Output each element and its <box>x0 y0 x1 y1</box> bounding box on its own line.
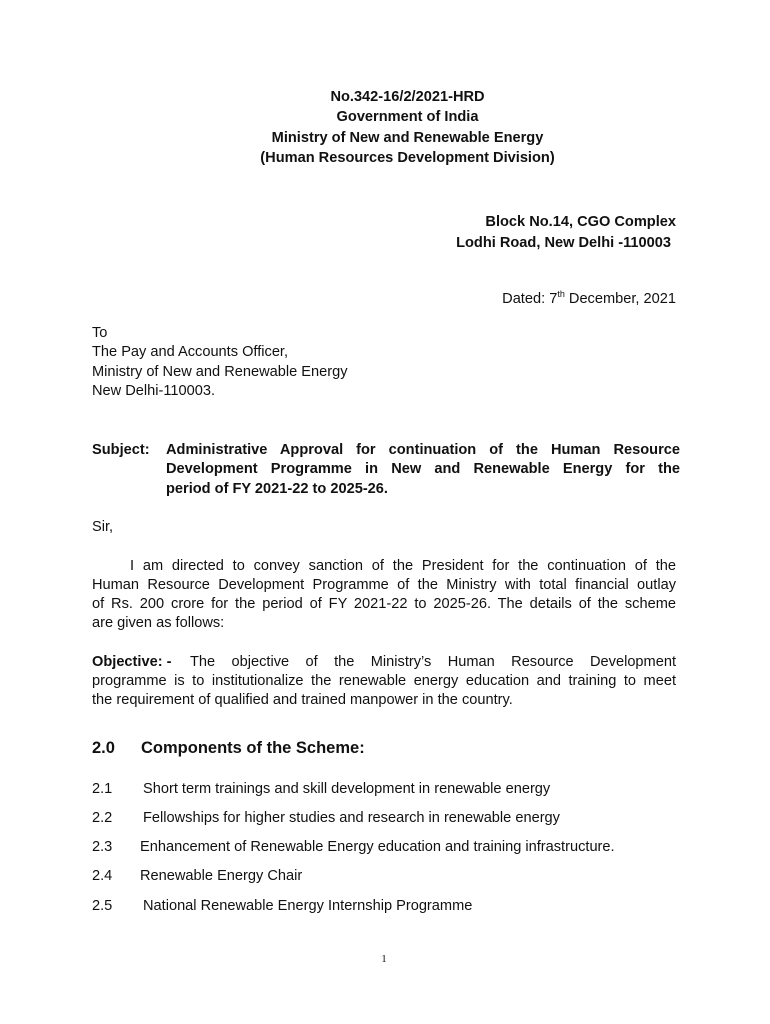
ministry-heading: Ministry of New and Renewable Energy <box>271 130 544 146</box>
component-text: Short term trainings and skill development in renewable energy <box>143 781 551 797</box>
paragraph-line: of Rs. 200 crore for the period of FY 2021-22 to 2025-26. The details of the scheme <box>92 596 676 612</box>
objective-label: Objective: - <box>92 654 172 670</box>
component-number: 2.4 <box>92 868 113 884</box>
component-number: 2.5 <box>92 898 113 914</box>
section-title: Components of the Scheme: <box>141 739 365 757</box>
objective-line: programme is to institutionalize the renewable energy education and training to meet <box>92 673 676 689</box>
recipient-line: To <box>92 325 108 341</box>
file-number: No.342-16/2/2021-HRD <box>330 89 485 105</box>
subject-line: Development Programme in New and Renewable Energy for the <box>166 461 680 477</box>
recipient-line: New Delhi-110003. <box>92 383 216 399</box>
component-text: Fellowships for higher studies and research in renewable energy <box>143 810 560 826</box>
component-text: Enhancement of Renewable Energy education and training infrastructure. <box>140 839 615 855</box>
date-sup: th <box>557 289 565 299</box>
subject-line: Administrative Approval for continuation of the Human Resource <box>166 442 680 458</box>
paragraph-line: are given as follows: <box>92 615 225 631</box>
component-text: National Renewable Energy Internship Programme <box>143 898 473 914</box>
salutation: Sir, <box>92 519 114 535</box>
objective-line: The objective of the Ministry’s Human Resource Development <box>190 654 676 670</box>
address-line-1: Block No.14, CGO Complex <box>485 214 676 230</box>
recipient-line: The Pay and Accounts Officer, <box>92 344 289 360</box>
page-number: 1 <box>381 953 387 965</box>
component-number: 2.3 <box>92 839 113 855</box>
date-suffix: December, 2021 <box>564 291 676 307</box>
paragraph-line: I am directed to convey sanction of the President for the continuation of the <box>130 558 676 574</box>
address-line-2: Lodhi Road, New Delhi -110003 <box>456 235 671 251</box>
paragraph-line: Human Resource Development Programme of the Ministry with total financial outlay <box>92 577 676 593</box>
date-prefix: Dated: 7 <box>502 291 558 307</box>
subject-line: period of FY 2021-22 to 2025-26. <box>166 481 388 497</box>
component-text: Renewable Energy Chair <box>140 868 303 884</box>
subject-label: Subject: <box>92 442 150 458</box>
component-number: 2.2 <box>92 810 113 826</box>
division-heading: (Human Resources Development Division) <box>260 150 555 166</box>
component-number: 2.1 <box>92 781 113 797</box>
government-heading: Government of India <box>336 109 479 125</box>
objective-line: the requirement of qualified and trained manpower in the country. <box>92 692 513 708</box>
section-number: 2.0 <box>92 739 115 757</box>
recipient-line: Ministry of New and Renewable Energy <box>92 364 348 380</box>
date-line <box>502 290 676 308</box>
